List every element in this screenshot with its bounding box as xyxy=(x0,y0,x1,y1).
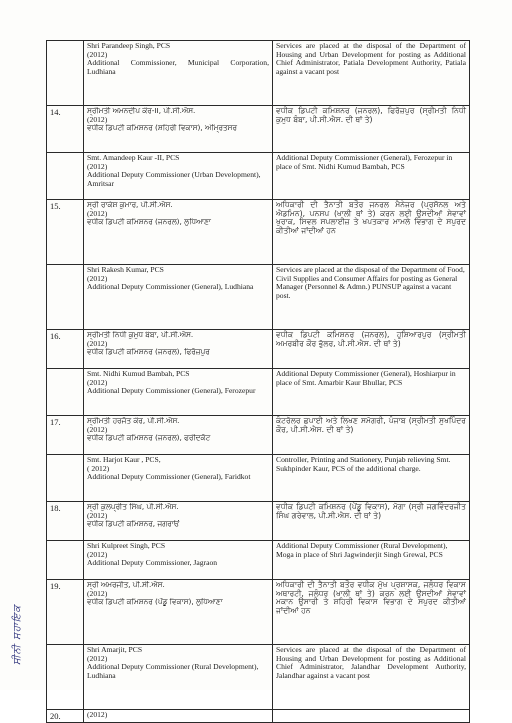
posting-description: Additional Deputy Commissioner (Rural Development), Moga in place of Shri Jagwinderjit Singh Grewal, PCS xyxy=(273,541,470,580)
officer-cell xyxy=(84,580,273,645)
posting-description xyxy=(273,710,470,723)
officer-post: ਵਧੀਕ ਡਿਪਟੀ ਕਮਿਸ਼ਨਰ (ਪੇਂਡੂ ਵਿਕਾਸ), ਲੁਧਿਆਣਾ xyxy=(87,598,223,607)
serial-number: 15. xyxy=(47,200,84,265)
posting-description: ਵਧੀਕ ਡਿਪਟੀ ਕਮਿਸ਼ਨਰ (ਜਨਰਲ), ਹੁਸ਼ਿਆਰਪੁਰ (ਸ੍ਰੀਮਤੀ ਅਮਰਬੀਰ ਕੌਰ ਭੁੱਲਰ, ਪੀ.ਸੀ.ਐਸ. ਦੀ ਥਾਂ ਤੇ) xyxy=(273,330,470,369)
officer-cell xyxy=(84,153,273,200)
posting-description: Additional Deputy Commissioner (General), Ferozepur in place of Smt. Nidhi Kumud Bambah, PCS xyxy=(273,153,470,200)
table-row xyxy=(47,416,470,455)
officer-name: Smt. Amandeep Kaur -II, PCS xyxy=(87,154,180,162)
signature-stamp: ਸੀਨੀ ਸਹਾਇਕ xyxy=(12,604,23,665)
posting-description: Controller, Printing and Stationery, Punjab relieving Smt. Sukhpinder Kaur, PCS of the additional charge. xyxy=(273,455,470,502)
officer-name: Shri Amarjit, PCS xyxy=(87,646,143,654)
officer-batch: (2012) xyxy=(87,115,108,124)
table-row xyxy=(47,580,470,645)
officer-name: Shri Parandeep Singh, PCS xyxy=(87,42,171,50)
serial-number xyxy=(47,645,84,710)
serial-number: 20. xyxy=(47,710,84,723)
officer-batch: (2012) xyxy=(87,162,108,171)
serial-number xyxy=(47,41,84,106)
officer-cell xyxy=(84,106,273,153)
table-row xyxy=(47,41,470,106)
posting-description: ਵਧੀਕ ਡਿਪਟੀ ਕਮਿਸ਼ਨਰ (ਪੇਂਡੂ ਵਿਕਾਸ), ਮੋਗਾ (ਸ੍ਰੀ ਜਗਵਿੰਦਰਜੀਤ ਸਿੰਘ ਗਰੇਵਾਲ, ਪੀ.ਸੀ.ਐਸ. ਦੀ ਥਾਂ ਤੇ) xyxy=(273,502,470,541)
officer-batch: (2012) xyxy=(87,589,108,598)
officer-batch: (2012) xyxy=(87,511,108,520)
officer-cell xyxy=(84,416,273,455)
table-row xyxy=(47,541,470,580)
serial-number xyxy=(47,265,84,330)
officer-batch: (2012) xyxy=(87,711,108,719)
serial-number xyxy=(47,541,84,580)
table-row xyxy=(47,106,470,153)
table-row xyxy=(47,710,470,723)
officer-post: ਵਧੀਕ ਡਿਪਟੀ ਕਮਿਸ਼ਨਰ, ਜਗਰਾਓਂ xyxy=(87,520,180,529)
officer-post: ਵਧੀਕ ਡਿਪਟੀ ਕਮਿਸ਼ਨਰ (ਜਨਰਲ), ਫਿਰੋਜ਼ਪੁਰ xyxy=(87,348,210,357)
officer-post: Additional Deputy Commissioner (General), Ludhiana xyxy=(87,282,254,292)
table-row xyxy=(47,645,470,710)
officer-post: ਵਧੀਕ ਡਿਪਟੀ ਕਮਿਸ਼ਨਰ (ਸ਼ਹਿਰੀ ਵਿਕਾਸ), ਅੰਮ੍ਰਿਤਸਰ xyxy=(87,124,237,133)
serial-number xyxy=(47,153,84,200)
serial-number xyxy=(47,455,84,502)
officer-cell xyxy=(84,502,273,541)
officer-batch: (2012) xyxy=(87,50,108,59)
posting-description: Services are placed at the disposal of the Department of Housing and Urban Development for posting as Additional Chief Administrator, Patiala Development Authority, Patiala against a vacant post xyxy=(273,41,470,106)
table-row xyxy=(47,455,470,502)
officer-name: ਸ੍ਰੀ ਅਮਰਜੀਤ, ਪੀ.ਸੀ.ਐਸ. xyxy=(87,581,165,589)
officer-cell xyxy=(84,369,273,416)
officer-cell xyxy=(84,200,273,265)
transfer-orders-table xyxy=(46,40,470,723)
officer-batch: (2012) xyxy=(87,550,108,559)
officer-cell xyxy=(84,710,273,723)
serial-number: 17. xyxy=(47,416,84,455)
posting-description: ਅਧਿਕਾਰੀ ਦੀ ਤੈਨਾਤੀ ਬਤੌਰ ਵਧੀਕ ਮੁੱਖ ਪ੍ਰਸ਼ਾਸਕ, ਜਲੰਧਰ ਵਿਕਾਸ ਅਥਾਰਟੀ, ਜਲੰਧਰ (ਖਾਲੀ ਥਾਂ ਤੇ) ਕਰਨ ਲਈ ਉਸਦੀਆਂ ਸੇਵਾਵਾਂ ਮਕਾਨ ਉਸਾਰੀ ਤੇ ਸ਼ਹਿਰੀ ਵਿਕਾਸ ਵਿਭਾਗ ਦੇ ਸਪੁਰਦ ਕੀਤੀਆਂ ਜਾਂਦੀਆਂ ਹਨ xyxy=(273,580,470,645)
officer-cell xyxy=(84,541,273,580)
serial-number: 18. xyxy=(47,502,84,541)
officer-batch: ( 2012) xyxy=(87,464,110,473)
table-row xyxy=(47,265,470,330)
officer-name: Smt. Harjot Kaur , PCS, xyxy=(87,456,161,464)
posting-description: Services are placed at the disposal of the Department of Housing and Urban Development for posting as Additional Chief Administrator, Jalandhar Development Authority, Jalandhar against a vacant post xyxy=(273,645,470,710)
officer-post: Additional Deputy Commissioner (Rural Development), Ludhiana xyxy=(87,662,259,681)
serial-number: 14. xyxy=(47,106,84,153)
officer-post: ਵਧੀਕ ਡਿਪਟੀ ਕਮਿਸ਼ਨਰ (ਜਨਰਲ), ਫਰੀਦਕੋਟ xyxy=(87,434,211,443)
posting-description: Additional Deputy Commissioner (General), Hoshiarpur in place of Smt. Amarbir Kaur Bhullar, PCS xyxy=(273,369,470,416)
posting-description: ਕੰਟਰੋਲਰ ਛਪਾਈ ਅਤੇ ਲਿਖਣ ਸਮੱਗਰੀ, ਪੰਜਾਬ (ਸ੍ਰੀਮਤੀ ਸੁਖਪਿੰਦਰ ਕੌਰ, ਪੀ.ਸੀ.ਐਸ. ਦੀ ਥਾਂ ਤੇ) xyxy=(273,416,470,455)
officer-name: ਸ੍ਰੀਮਤੀ ਹਰਜੋਤ ਕੌਰ, ਪੀ.ਸੀ.ਐਸ. xyxy=(87,417,180,425)
table-row xyxy=(47,330,470,369)
serial-number xyxy=(47,369,84,416)
officer-post: Additional Deputy Commissioner (Urban Development), Amritsar xyxy=(87,170,261,189)
officer-name: Smt. Nidhi Kumud Bambah, PCS xyxy=(87,370,190,378)
officer-cell xyxy=(84,645,273,710)
officer-batch: (2012) xyxy=(87,274,108,283)
officer-batch: (2012) xyxy=(87,339,108,348)
officer-name: Shri Kulpreet Singh, PCS xyxy=(87,542,166,550)
officer-post: Additional Deputy Commissioner (General), Ferozepur xyxy=(87,386,256,396)
posting-description: Services are placed at the disposal of the Department of Food, Civil Supplies and Consumer Affairs for posting as General Manager (Personnel & Admn.) PUNSUP against a vacant post. xyxy=(273,265,470,330)
serial-number: 19. xyxy=(47,580,84,645)
table-row xyxy=(47,200,470,265)
officer-post: Additional Deputy Commissioner, Jagraon xyxy=(87,558,218,568)
officer-post: Additional Deputy Commissioner (General), Faridkot xyxy=(87,472,251,482)
officer-name: ਸ੍ਰੀਮਤੀ ਨਿਧੀ ਕੁਮੁਧ ਬੰਬਾ, ਪੀ.ਸੀ.ਐਸ. xyxy=(87,331,194,339)
officer-name: Shri Rakesh Kumar, PCS xyxy=(87,266,164,274)
officer-post: ਵਧੀਕ ਡਿਪਟੀ ਕਮਿਸ਼ਨਰ (ਜਨਰਲ), ਲੁਧਿਆਣਾ xyxy=(87,218,211,227)
table-row xyxy=(47,369,470,416)
posting-description: ਵਧੀਕ ਡਿਪਟੀ ਕਮਿਸ਼ਨਰ (ਜਨਰਲ), ਫਿਰੋਜ਼ਪੁਰ (ਸ੍ਰੀਮਤੀ ਨਿਧੀ ਕੁਮੁਧ ਬੰਬਾ, ਪੀ.ਸੀ.ਐਸ. ਦੀ ਥਾਂ ਤੇ) xyxy=(273,106,470,153)
officer-cell xyxy=(84,455,273,502)
table-row xyxy=(47,502,470,541)
officer-name: ਸ੍ਰੀ ਰਾਕੇਸ਼ ਕੁਮਾਰ, ਪੀ.ਸੀ.ਐਸ. xyxy=(87,201,173,209)
officer-batch: (2012) xyxy=(87,425,108,434)
serial-number: 16. xyxy=(47,330,84,369)
officer-batch: (2012) xyxy=(87,209,108,218)
officer-name: ਸ੍ਰੀਮਤੀ ਅਮਨਦੀਪ ਕੌਰ-II, ਪੀ.ਸੀ.ਐਸ. xyxy=(87,107,196,115)
officer-batch: (2012) xyxy=(87,654,108,663)
officer-post: Additional Commissioner, Municipal Corporation, Ludhiana xyxy=(87,58,269,77)
officer-cell xyxy=(84,41,273,106)
officer-name: ਸ੍ਰੀ ਕੁਲਪ੍ਰੀਤ ਸਿੰਘ, ਪੀ.ਸੀ.ਐਸ. xyxy=(87,503,179,511)
officer-batch: (2012) xyxy=(87,378,108,387)
officer-cell xyxy=(84,330,273,369)
officer-cell xyxy=(84,265,273,330)
table-row xyxy=(47,153,470,200)
posting-description: ਅਧਿਕਾਰੀ ਦੀ ਤੈਨਾਤੀ ਬਤੌਰ ਜਨਰਲ ਮੈਨੇਜਰ (ਪ੍ਰਸੋਨਲ ਅਤੇ ਐਡਮਿਨ), ਪਨਸਪ (ਖਾਲੀ ਥਾਂ ਤੇ) ਕਰਨ ਲਈ ਉਸਦੀਆਂ ਸੇਵਾਵਾਂ ਖੁਰਾਕ, ਸਿਵਲ ਸਪਲਾਈਜ਼ ਤੇ ਖਪਤਕਾਰ ਮਾਮਲੇ ਵਿਭਾਗ ਦੇ ਸਪੁਰਦ ਕੀਤੀਆਂ ਜਾਂਦੀਆਂ ਹਨ xyxy=(273,200,470,265)
